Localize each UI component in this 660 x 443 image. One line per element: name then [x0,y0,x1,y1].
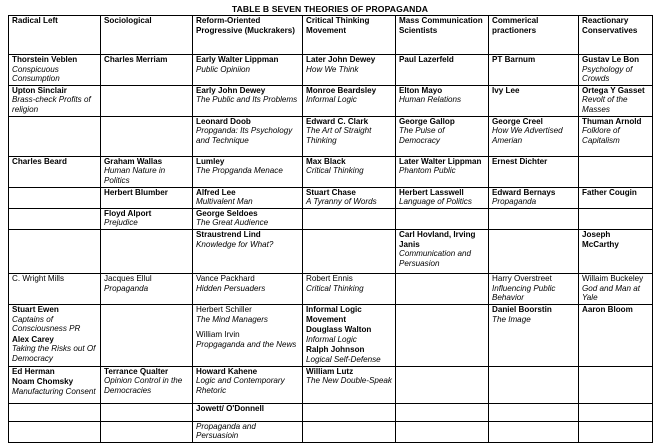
table-cell [489,273,579,304]
table-cell [303,366,396,403]
work-title: Revolt of the Masses [582,95,628,114]
table-cell [9,273,101,304]
entry [196,274,299,293]
author-name: Jowett/ O'Donnell [196,403,265,413]
entry [306,117,392,146]
table-cell [396,187,489,208]
entry [104,274,189,293]
entry [306,86,392,105]
table-row [9,116,653,156]
table-cell [396,55,489,86]
table-cell [9,229,101,273]
table-cell [579,366,653,403]
table-cell [489,304,579,366]
author-name: Upton Sinclair [12,85,67,95]
work-title: Propaganda [492,197,537,207]
author-name: Joseph McCarthy [582,229,619,249]
author-name: William Lutz [306,366,354,376]
propaganda-theories-table [8,15,653,443]
table-cell [396,208,489,229]
table-cell [396,366,489,403]
work-title: The New Double-Speak [306,376,392,386]
table-cell [579,55,653,86]
author-name: Floyd Alport [104,208,152,218]
work-title: Propaganda [104,283,149,293]
table-row [9,229,653,273]
author-name: Informal Logic Movement [306,304,362,324]
entry [196,157,299,176]
table-cell [9,116,101,156]
table-cell [489,421,579,442]
author-name: Graham Wallas [104,156,163,166]
work-title: A Tyranny of Words [306,197,377,207]
work-title: Communication and Persuasion [399,249,471,268]
entry [104,157,189,186]
author-name: George Seldoes [196,208,258,218]
entry [104,209,189,228]
table-cell [489,208,579,229]
column-header: Reform-Oriented Progressive (Muckrakers) [193,16,303,55]
table-cell [303,304,396,366]
table-cell [489,156,579,187]
table-cell [101,85,193,116]
table-cell [579,187,653,208]
entry [196,230,299,249]
work-title: Propganda: Its Psychology and Technique [196,126,293,145]
entry [306,325,392,344]
author-name: Charles Beard [12,156,67,166]
author-name: Herbert Lasswell [399,187,464,197]
entry [399,117,485,146]
entry [104,188,189,198]
table-cell [579,156,653,187]
author-name: Carl Hovland, Irving Janis [399,229,476,249]
table-row [9,304,653,366]
author-name: Stuart Ewen [12,304,59,314]
work-title: Captains of Consciousness PR [12,314,81,334]
table-cell [193,229,303,273]
table-row [9,85,653,116]
author-name: Aaron Bloom [582,304,633,314]
work-title: How We Think [306,64,359,74]
table-cell [489,116,579,156]
table-row [9,273,653,304]
table-cell [303,55,396,86]
author-name: Edward Bernays [492,187,556,197]
table-cell [101,116,193,156]
entry [492,117,575,146]
entry [399,157,485,176]
entry [492,305,575,324]
table-row [9,55,653,86]
work-title: Informal Logic [306,334,357,344]
work-title: Language of Politics [399,197,472,207]
entry [12,55,97,84]
entry [12,86,97,115]
table-cell [303,421,396,442]
author-name: Later Walter Lippman [399,156,482,166]
entry [12,305,97,334]
entry [12,157,97,167]
work-title: Psychology of Crowds [582,64,633,84]
work-title: Knowledge for What? [196,239,274,249]
work-title: Conspicuous Consumption [12,64,60,84]
table-cell [9,156,101,187]
author-name: Ortega Y Gasset [582,85,645,95]
column-header: Commerical practioners [489,16,579,55]
table-row [9,156,653,187]
table-cell [101,273,193,304]
table-cell [9,208,101,229]
table-cell [9,187,101,208]
entry [306,367,392,386]
author-name: Willaim Buckeley [582,273,644,283]
table-cell [193,156,303,187]
author-name: George Creel [492,116,543,126]
author-name: Alfred Lee [196,187,236,197]
entry [196,330,299,349]
author-name: Herbert Schiller [196,304,252,314]
entry [492,55,575,65]
author-name: Vance Packhard [196,273,255,283]
author-name: Alex Carey [12,334,54,344]
column-header: Reactionary Conservatives [579,16,653,55]
table-cell [303,187,396,208]
author-name: William Irvin [196,330,240,340]
table-row [9,366,653,403]
author-name: Later John Dewey [306,55,376,64]
table-cell [396,421,489,442]
table-cell [193,55,303,86]
table-cell [303,273,396,304]
work-title: How We Advertised Amerian [492,126,563,145]
author-name: Herbert Blumber [104,187,168,197]
work-title: Brass-check Profits of religion [12,95,91,114]
work-title: Critical Thinking [306,283,364,293]
work-title: The Propganda Menace [196,166,283,176]
table-row [9,403,653,421]
table-cell [9,421,101,442]
entry [196,55,299,74]
entry [12,377,97,396]
work-title: The Image [492,314,531,324]
author-name: C. Wright Mills [12,273,65,283]
table-cell [303,156,396,187]
entry [12,335,97,364]
entry [492,86,575,96]
table-cell [579,421,653,442]
entry [196,422,299,441]
author-name: Father Cougin [582,187,637,197]
author-name: Daniel Boorstin [492,304,552,314]
table-cell [9,366,101,403]
table-cell [489,229,579,273]
table-cell [193,187,303,208]
table-cell [9,85,101,116]
author-name: Harry Overstreet [492,273,552,283]
work-title: Manufacturing Consent [12,386,96,396]
table-cell [396,229,489,273]
table-cell [101,366,193,403]
author-name: Monroe Beardsley [306,85,377,95]
work-title: Prejudice [104,218,138,228]
work-title: Phantom Public [399,166,456,176]
work-title: The Public and Its Problems [196,95,298,105]
author-name: Thorstein Veblen [12,55,78,64]
table-cell [396,85,489,116]
table-cell [101,403,193,421]
table-cell [489,85,579,116]
table-cell [303,229,396,273]
author-name: Ralph Johnson [306,345,365,355]
entry [306,55,392,74]
work-title: God and Man at Yale [582,283,641,303]
work-title: The Great Audience [196,218,269,228]
table-cell [101,156,193,187]
entry [492,274,575,303]
work-title: Critical Thinking [306,166,364,176]
author-name: Lumley [196,156,225,166]
entry [582,188,649,198]
table-cell [303,403,396,421]
table-cell [9,55,101,86]
author-name: PT Barnum [492,55,536,64]
table-cell [579,116,653,156]
author-name: Ed Herman [12,366,55,376]
table-cell [579,208,653,229]
column-header: Sociological [101,16,193,55]
entry [306,188,392,207]
table-cell [193,208,303,229]
author-name: Max Black [306,156,346,166]
entry [12,367,97,377]
table-cell [193,273,303,304]
table-cell [396,403,489,421]
author-name: Terrance Qualter [104,366,169,376]
author-name: Early John Dewey [196,85,266,95]
author-name: Leonard Doob [196,116,251,126]
table-cell [489,403,579,421]
entry [196,117,299,146]
work-title: Propaganda and Persuasioin [196,421,256,441]
table-cell [303,116,396,156]
table-cell [193,403,303,421]
entry [306,157,392,176]
entry [399,188,485,207]
entry [582,86,649,115]
author-name: Gustav Le Bon [582,55,640,64]
author-name: Robert Ennis [306,273,353,283]
author-name: Edward C. Clark [306,116,369,126]
author-name: Ernest Dichter [492,156,548,166]
table-cell [396,304,489,366]
entry [306,274,392,293]
work-title: Propgaganda and the News [196,339,297,349]
table-cell [396,116,489,156]
author-name: Stuart Chase [306,187,356,197]
entry [492,188,575,207]
table-cell [101,187,193,208]
entry [582,117,649,146]
table-title: TABLE B SEVEN THEORIES OF PROPAGANDA [231,4,429,14]
table-cell [193,85,303,116]
entry [196,86,299,105]
author-name: Douglass Walton [306,325,372,335]
entry [104,367,189,396]
entry [399,55,485,65]
work-title: Folklore of Capitalism [582,126,620,145]
entry [306,345,392,364]
work-title: Taking the Risks out Of Democracy [12,344,96,363]
column-header: Radical Left [9,16,101,55]
table-cell [579,85,653,116]
table-cell [579,273,653,304]
table-body [9,55,653,443]
work-title: Logical Self-Defense [306,354,381,364]
entry [582,305,649,315]
table-cell [9,403,101,421]
entry [582,274,649,303]
table-cell [101,208,193,229]
table-cell [101,55,193,86]
work-title: Public Opiniion [196,64,250,74]
author-name: Charles Merriam [104,55,168,64]
entry [399,86,485,105]
table-cell [303,85,396,116]
entry [196,367,299,396]
entry [492,157,575,167]
author-name: Howard Kahene [196,366,258,376]
author-name: Ivy Lee [492,85,520,95]
table-cell [579,229,653,273]
work-title: Human Relations [399,95,462,105]
work-title: The Art of Straight Thinking [306,126,372,145]
work-title: Informal Logic [306,95,357,105]
work-title: Logic and Contemporary Rhetoric [196,376,285,395]
work-title: Influencing Public Behavior [492,283,556,303]
entry [306,305,392,324]
table-cell [303,208,396,229]
table-cell [101,229,193,273]
table-cell [489,187,579,208]
work-title: Hidden Persuaders [196,283,266,293]
author-name: Straustrend Lind [196,229,261,239]
table-cell [101,304,193,366]
entry [196,404,299,414]
entry [196,305,299,324]
entry [196,188,299,207]
table-cell [489,366,579,403]
table-row [9,421,653,442]
table-cell [193,304,303,366]
work-title: Human Nature in Politics [104,166,166,185]
entry [12,274,97,284]
table-cell [489,55,579,86]
work-title: The Pulse of Democracy [399,126,445,145]
author-name: Noam Chomsky [12,377,74,387]
table-cell [396,273,489,304]
work-title: The Mind Managers [196,314,268,324]
table-cell [9,304,101,366]
entry [399,230,485,268]
author-name: Thuman Arnold [582,116,642,126]
column-header: Mass Communication Scientists [396,16,489,55]
entry [582,230,649,249]
table-cell [396,156,489,187]
table-cell [579,403,653,421]
table-cell [579,304,653,366]
table-cell [193,116,303,156]
work-title: Multivalent Man [196,197,253,207]
entry [104,55,189,65]
author-name: Paul Lazerfeld [399,55,454,64]
header-row [9,16,653,55]
table-row [9,208,653,229]
author-name: Jacques Ellul [104,273,152,283]
entry [582,55,649,84]
table-cell [193,421,303,442]
table-cell [101,421,193,442]
table-row [9,187,653,208]
author-name: Early Walter Lippman [196,55,279,64]
author-name: George Gallop [399,116,455,126]
author-name: Elton Mayo [399,85,443,95]
entry [196,209,299,228]
work-title: Opinion Control in the Democracies [104,376,183,395]
column-header: Critical Thinking Movement [303,16,396,55]
table-cell [193,366,303,403]
